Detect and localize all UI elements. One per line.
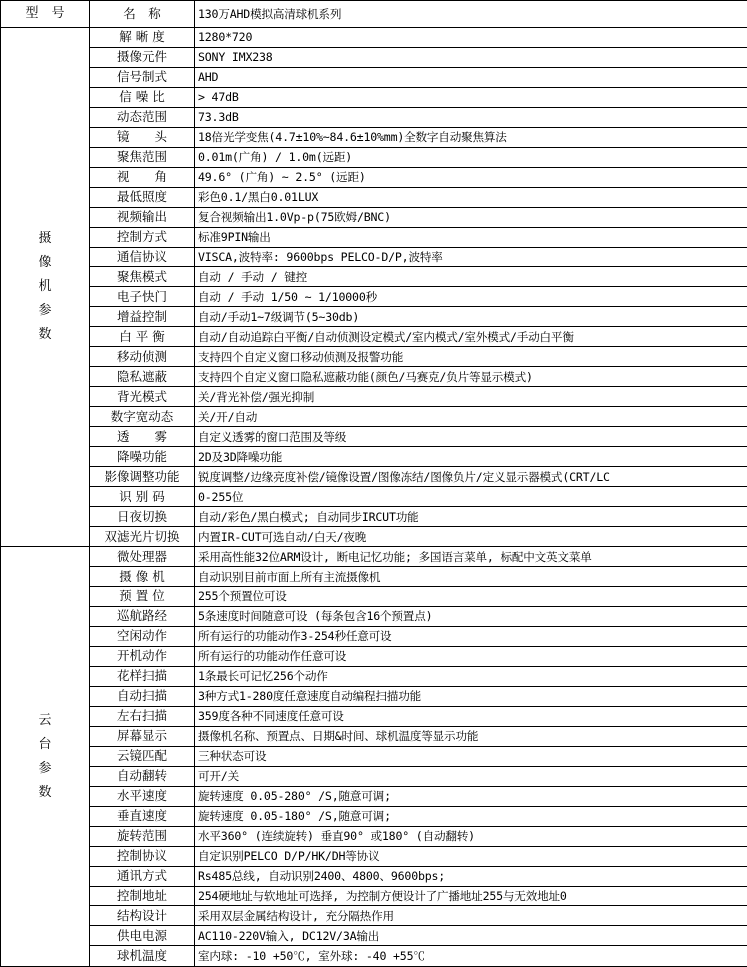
- spec-label: 花样扫描: [90, 666, 195, 686]
- spec-row: [1, 487, 747, 507]
- spec-row: [1, 447, 747, 467]
- category-cell: [1, 547, 90, 967]
- spec-label: 背光模式: [90, 387, 195, 407]
- spec-value: 关/背光补偿/强光抑制: [195, 387, 747, 407]
- category-label: 摄 像 机 参 数: [38, 230, 52, 342]
- spec-row: [1, 467, 747, 487]
- spec-value: 自动 / 手动 1/50 ~ 1/10000秒: [195, 287, 747, 307]
- spec-value: 1280*720: [195, 27, 747, 47]
- spec-label: 双滤光片切换: [90, 527, 195, 547]
- spec-row: [1, 666, 747, 686]
- spec-row: [1, 507, 747, 527]
- spec-row: [1, 287, 747, 307]
- spec-value: 0.01m(广角) / 1.0m(远距): [195, 147, 747, 167]
- spec-row: [1, 387, 747, 407]
- spec-row: [1, 427, 747, 447]
- spec-label: 左右扫描: [90, 706, 195, 726]
- spec-label: 巡航路经: [90, 606, 195, 626]
- spec-row: [1, 806, 747, 826]
- spec-row: [1, 946, 747, 967]
- spec-row: [1, 267, 747, 287]
- spec-value: 彩色0.1/黑白0.01LUX: [195, 187, 747, 207]
- spec-value: 自动/手动1~7级调节(5~30db): [195, 307, 747, 327]
- spec-label: 微处理器: [90, 547, 195, 567]
- spec-value: 室内球: -10 +50℃, 室外球: -40 +55℃: [195, 946, 747, 967]
- spec-row: [1, 87, 747, 107]
- spec-value: 自定义透雾的窗口范围及等级: [195, 427, 747, 447]
- spec-row: [1, 786, 747, 806]
- spec-label: 视 角: [90, 167, 195, 187]
- spec-row: [1, 926, 747, 946]
- spec-row: [1, 547, 747, 567]
- spec-row: [1, 347, 747, 367]
- spec-label: 降噪功能: [90, 447, 195, 467]
- spec-label: 通讯方式: [90, 866, 195, 886]
- spec-value: 旋转速度 0.05-280° /S,随意可调;: [195, 786, 747, 806]
- spec-label: 球机温度: [90, 946, 195, 967]
- spec-value: 三种状态可设: [195, 746, 747, 766]
- spec-label: 摄像元件: [90, 47, 195, 67]
- spec-label: 透 雾: [90, 427, 195, 447]
- spec-row: [1, 327, 747, 347]
- spec-value: VISCA,波特率: 9600bps PELCO-D/P,波特率: [195, 247, 747, 267]
- spec-row: [1, 307, 747, 327]
- spec-label: 聚焦范围: [90, 147, 195, 167]
- spec-value: 支持四个自定义窗口隐私遮蔽功能(颜色/马赛克/负片等显示模式): [195, 367, 747, 387]
- spec-table-body: [1, 1, 747, 967]
- spec-label: 控制地址: [90, 886, 195, 906]
- spec-value: 0-255位: [195, 487, 747, 507]
- spec-value: 支持四个自定义窗口移动侦测及报警功能: [195, 347, 747, 367]
- spec-label: 识 别 码: [90, 487, 195, 507]
- spec-row: [1, 686, 747, 706]
- spec-row: [1, 706, 747, 726]
- spec-row: [1, 367, 747, 387]
- spec-row: [1, 606, 747, 626]
- spec-value: > 47dB: [195, 87, 747, 107]
- spec-label: 影像调整功能: [90, 467, 195, 487]
- spec-label: 供电电源: [90, 926, 195, 946]
- category-cell: [1, 27, 90, 546]
- spec-value: 自动/自动追踪白平衡/自动侦测设定模式/室内模式/室外模式/手动白平衡: [195, 327, 747, 347]
- spec-label: 摄 像 机: [90, 567, 195, 587]
- model-header: 型 号: [1, 1, 90, 28]
- spec-label: 最低照度: [90, 187, 195, 207]
- spec-value: 所有运行的功能动作3-254秒任意可设: [195, 626, 747, 646]
- spec-value: 水平360° (连续旋转) 垂直90° 或180° (自动翻转): [195, 826, 747, 846]
- spec-value: 1条最长可记忆256个动作: [195, 666, 747, 686]
- spec-label: 动态范围: [90, 107, 195, 127]
- spec-label: 隐私遮蔽: [90, 367, 195, 387]
- spec-label: 移动侦测: [90, 347, 195, 367]
- spec-row: [1, 726, 747, 746]
- spec-row: [1, 127, 747, 147]
- spec-label: 旋转范围: [90, 826, 195, 846]
- spec-label: 预 置 位: [90, 586, 195, 606]
- spec-label: 电子快门: [90, 287, 195, 307]
- spec-value: 5条速度时间随意可设 (每条包含16个预置点): [195, 606, 747, 626]
- spec-row: [1, 906, 747, 926]
- spec-value: 标准9PIN输出: [195, 227, 747, 247]
- spec-row: [1, 766, 747, 786]
- spec-row: [1, 247, 747, 267]
- spec-value: 254硬地址与软地址可选择, 为控制方便设计了广播地址255与无效地址0: [195, 886, 747, 906]
- spec-value: Rs485总线, 自动识别2400、4800、9600bps;: [195, 866, 747, 886]
- spec-value: 所有运行的功能动作任意可设: [195, 646, 747, 666]
- spec-value: 锐度调整/边缘亮度补偿/镜像设置/图像冻结/图像负片/定义显示器模式(CRT/LC: [195, 467, 747, 487]
- spec-label: 自动扫描: [90, 686, 195, 706]
- spec-label: 信号制式: [90, 67, 195, 87]
- spec-row: [1, 626, 747, 646]
- spec-value: 73.3dB: [195, 107, 747, 127]
- spec-row: [1, 527, 747, 547]
- spec-label: 控制协议: [90, 846, 195, 866]
- spec-row: [1, 866, 747, 886]
- spec-label: 镜 头: [90, 127, 195, 147]
- spec-label: 开机动作: [90, 646, 195, 666]
- spec-value: 49.6° (广角) ~ 2.5° (远距): [195, 167, 747, 187]
- spec-label: 白 平 衡: [90, 327, 195, 347]
- spec-value: AC110-220V输入, DC12V/3A输出: [195, 926, 747, 946]
- spec-row: [1, 147, 747, 167]
- spec-label: 水平速度: [90, 786, 195, 806]
- spec-row: [1, 646, 747, 666]
- spec-label: 视频输出: [90, 207, 195, 227]
- spec-row: [1, 187, 747, 207]
- spec-row: [1, 227, 747, 247]
- spec-row: [1, 886, 747, 906]
- spec-label: 通信协议: [90, 247, 195, 267]
- spec-value: 旋转速度 0.05-180° /S,随意可调;: [195, 806, 747, 826]
- spec-value: 3种方式1-280度任意速度自动编程扫描功能: [195, 686, 747, 706]
- spec-value: AHD: [195, 67, 747, 87]
- spec-row: [1, 846, 747, 866]
- spec-label: 聚焦模式: [90, 267, 195, 287]
- spec-label: 自动翻转: [90, 766, 195, 786]
- spec-value: 自动/彩色/黑白模式; 自动同步IRCUT功能: [195, 507, 747, 527]
- spec-value: 可开/关: [195, 766, 747, 786]
- spec-row: [1, 826, 747, 846]
- name-header: 名 称: [90, 1, 195, 28]
- spec-label: 结构设计: [90, 906, 195, 926]
- spec-value: 自定识别PELCO D/P/HK/DH等协议: [195, 846, 747, 866]
- spec-value: 359度各种不同速度任意可设: [195, 706, 747, 726]
- spec-value: 255个预置位可设: [195, 586, 747, 606]
- spec-row: [1, 586, 747, 606]
- spec-value: 采用双层金属结构设计, 充分隔热作用: [195, 906, 747, 926]
- spec-label: 云镜匹配: [90, 746, 195, 766]
- spec-row: [1, 107, 747, 127]
- spec-row: [1, 207, 747, 227]
- spec-label: 控制方式: [90, 227, 195, 247]
- spec-label: 日夜切换: [90, 507, 195, 527]
- spec-label: 屏幕显示: [90, 726, 195, 746]
- spec-value: 2D及3D降噪功能: [195, 447, 747, 467]
- spec-row: [1, 407, 747, 427]
- spec-row: [1, 746, 747, 766]
- spec-label: 增益控制: [90, 307, 195, 327]
- header-row: [1, 1, 747, 28]
- spec-row: [1, 67, 747, 87]
- spec-value: 采用高性能32位ARM设计, 断电记忆功能; 多国语言菜单, 标配中文英文菜单: [195, 547, 747, 567]
- spec-row: [1, 27, 747, 47]
- spec-value: 自动 / 手动 / 键控: [195, 267, 747, 287]
- spec-value: 复合视频输出1.0Vp-p(75欧姆/BNC): [195, 207, 747, 227]
- spec-value: 关/开/自动: [195, 407, 747, 427]
- spec-label: 垂直速度: [90, 806, 195, 826]
- spec-row: [1, 167, 747, 187]
- spec-label: 空闲动作: [90, 626, 195, 646]
- spec-value: 摄像机名称、预置点、日期&时间、球机温度等显示功能: [195, 726, 747, 746]
- spec-label: 信 噪 比: [90, 87, 195, 107]
- spec-value: 18倍光学变焦(4.7±10%~84.6±10%mm)全数字自动聚焦算法: [195, 127, 747, 147]
- category-label: 云 台 参 数: [38, 712, 52, 800]
- spec-row: [1, 567, 747, 587]
- spec-label: 数字宽动态: [90, 407, 195, 427]
- spec-value: 内置IR-CUT可选自动/白天/夜晚: [195, 527, 747, 547]
- name-value: 130万AHD模拟高清球机系列: [195, 1, 747, 28]
- spec-label: 解 晰 度: [90, 27, 195, 47]
- spec-value: 自动识别目前市面上所有主流摄像机: [195, 567, 747, 587]
- spec-row: [1, 47, 747, 67]
- spec-value: SONY IMX238: [195, 47, 747, 67]
